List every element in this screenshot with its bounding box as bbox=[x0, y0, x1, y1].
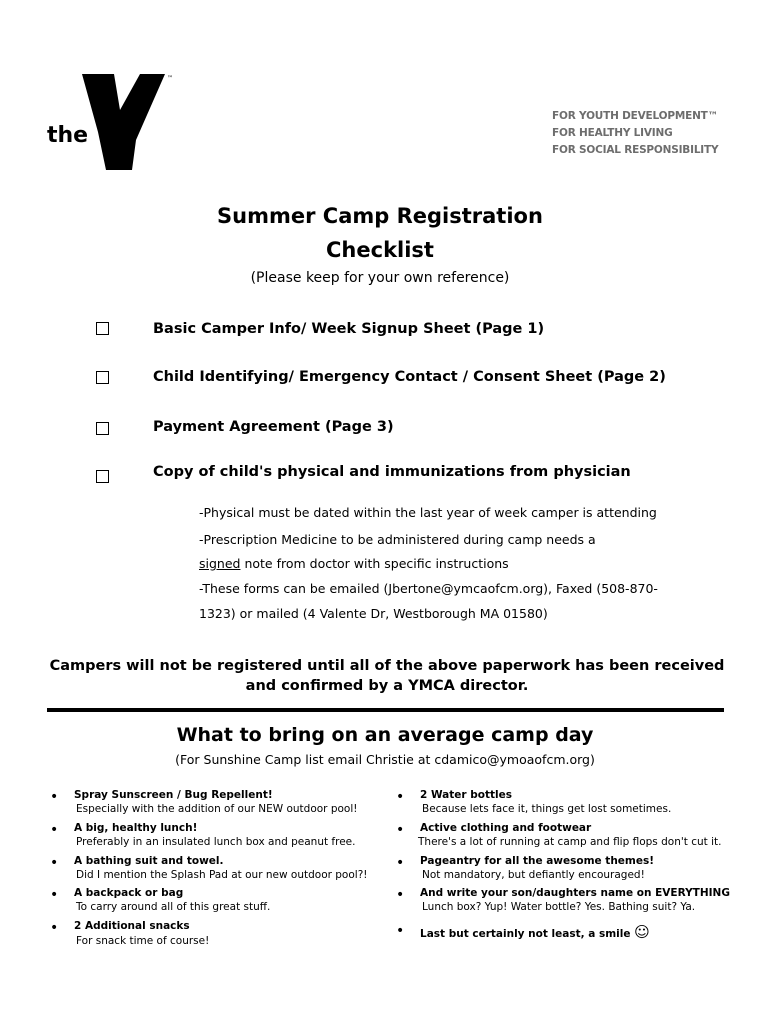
note-submission: -These forms can be emailed (Jbertone@ymcaofcm.org), Faxed (508-870- bbox=[199, 581, 658, 596]
note-submission-cont: 1323) or mailed (4 Valente Dr, Westborough MA 01580) bbox=[199, 606, 548, 621]
registration-warning bbox=[20, 656, 754, 696]
bring-left-1-desc: Preferably in an insulated lunch box and peanut free. bbox=[76, 836, 356, 848]
checklist-item-camper-info: Basic Camper Info/ Week Signup Sheet (Page 1) bbox=[153, 321, 545, 337]
checkbox-physical[interactable] bbox=[96, 470, 109, 483]
bullet-icon: • bbox=[396, 789, 405, 805]
bullet-icon: • bbox=[50, 887, 59, 903]
bring-left-4-title: 2 Additional snacks bbox=[74, 920, 190, 932]
bring-right-1-desc: There's a lot of running at camp and flip flops don't cut it. bbox=[418, 836, 722, 848]
bring-title: What to bring on an average camp day bbox=[176, 724, 594, 746]
warning-line2: and confirmed by a YMCA director. bbox=[245, 678, 529, 694]
checkbox-emergency-contact[interactable] bbox=[96, 371, 109, 384]
tagline-healthy: FOR HEALTHY LIVING bbox=[552, 127, 673, 139]
bullet-icon: • bbox=[396, 923, 405, 939]
bring-left-2-desc: Did I mention the Splash Pad at our new outdoor pool?! bbox=[76, 869, 368, 881]
bullet-icon: • bbox=[396, 822, 405, 838]
bring-left-0-desc: Especially with the addition of our NEW outdoor pool! bbox=[76, 803, 358, 815]
bring-right-1-title: Active clothing and footwear bbox=[420, 822, 592, 834]
bring-left-4-desc: For snack time of course! bbox=[76, 935, 210, 947]
bring-left-1-title: A big, healthy lunch! bbox=[74, 822, 198, 834]
bring-right-4-title bbox=[420, 923, 650, 941]
bring-right-3-desc: Lunch box? Yup! Water bottle? Yes. Bathing suit? Ya. bbox=[422, 901, 696, 913]
note-physical-dated: -Physical must be dated within the last year of week camper is attending bbox=[199, 505, 657, 520]
bring-left-2-title: A bathing suit and towel. bbox=[74, 855, 224, 867]
section-divider bbox=[47, 708, 724, 712]
note-signed-underlined: signed bbox=[199, 556, 241, 571]
logo-ymca-text: YMCA bbox=[114, 139, 134, 163]
bullet-icon: • bbox=[50, 920, 59, 936]
note-signed-rest: note from doctor with specific instructions bbox=[240, 556, 509, 571]
page-subtitle: (Please keep for your own reference) bbox=[250, 270, 510, 286]
tagline-youth: FOR YOUTH DEVELOPMENT™ bbox=[552, 110, 718, 122]
bring-right-3-title: And write your son/daughters name on EVERYTHING bbox=[420, 887, 730, 899]
bullet-icon: • bbox=[396, 855, 405, 871]
checkbox-payment-agreement[interactable] bbox=[96, 422, 109, 435]
checkbox-camper-info[interactable] bbox=[96, 322, 109, 335]
page-title-line2: Checklist bbox=[326, 238, 434, 262]
bring-right-0-desc: Because lets face it, things get lost sometimes. bbox=[422, 803, 672, 815]
bring-subtitle: (For Sunshine Camp list email Christie at cdamico@ymoaofcm.org) bbox=[175, 752, 595, 767]
bring-right-2-desc: Not mandatory, but defiantly encouraged! bbox=[422, 869, 645, 881]
tagline-social: FOR SOCIAL RESPONSIBILITY bbox=[552, 144, 719, 156]
bring-left-0-title: Spray Sunscreen / Bug Repellent! bbox=[74, 789, 273, 801]
warning-line1: Campers will not be registered until all of the above paperwork has been received bbox=[49, 658, 725, 674]
ymca-logo bbox=[40, 70, 190, 180]
checklist-item-emergency-contact: Child Identifying/ Emergency Contact / Consent Sheet (Page 2) bbox=[153, 369, 666, 385]
logo-the-text: the bbox=[47, 123, 89, 148]
bring-right-4-title-text: Last but certainly not least, a smile bbox=[420, 928, 631, 940]
ymca-y-logo-icon bbox=[40, 70, 190, 180]
bullet-icon: • bbox=[50, 822, 59, 838]
note-prescription: -Prescription Medicine to be administered during camp needs a bbox=[199, 532, 596, 547]
logo-tm: ™ bbox=[167, 75, 173, 82]
page-title: Summer Camp Registration bbox=[217, 204, 543, 228]
note-signed bbox=[199, 556, 509, 571]
bring-left-3-title: A backpack or bag bbox=[74, 887, 184, 899]
bring-left-3-desc: To carry around all of this great stuff. bbox=[76, 901, 271, 913]
checklist-item-payment-agreement: Payment Agreement (Page 3) bbox=[153, 419, 394, 435]
bring-right-2-title: Pageantry for all the awesome themes! bbox=[420, 855, 655, 867]
bullet-icon: • bbox=[50, 855, 59, 871]
bullet-icon: • bbox=[396, 887, 405, 903]
checklist-item-physical: Copy of child's physical and immunizations from physician bbox=[153, 464, 631, 480]
bring-right-0-title: 2 Water bottles bbox=[420, 789, 512, 801]
bullet-icon: • bbox=[50, 789, 59, 805]
smile-icon: ☺ bbox=[634, 923, 650, 941]
